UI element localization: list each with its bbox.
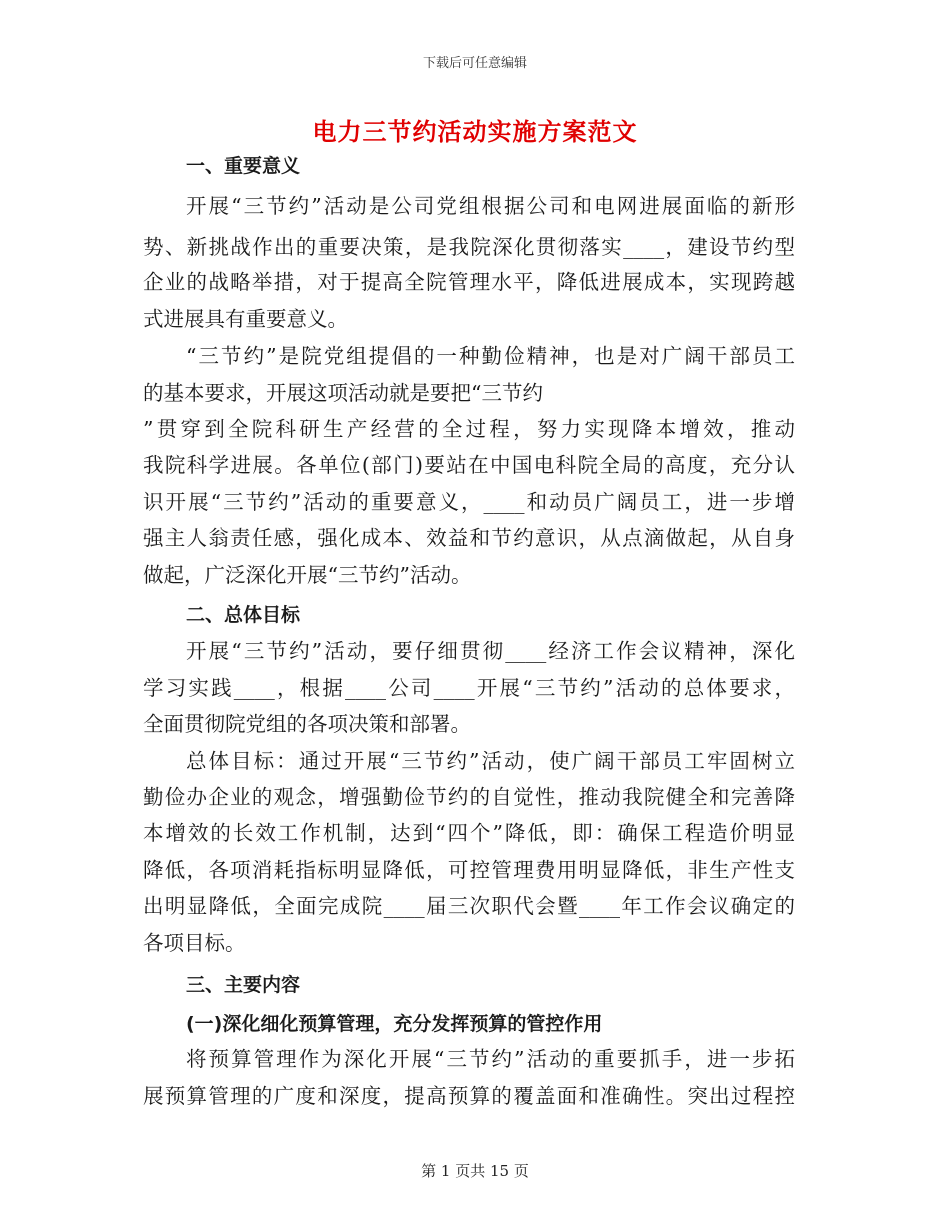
paragraph-line: 勤俭办企业的观念，增强勤俭节约的自觉性，推动我院健全和完善降 xyxy=(143,785,795,809)
paragraph-line: 强主人翁责任感，强化成本、效益和节约意识，从点滴做起，从自身 xyxy=(143,526,795,550)
paragraph-line: 总体目标：通过开展“三节约”活动，使广阔干部员工牢固树立 xyxy=(186,749,795,773)
paragraph-line: 将预算管理作为深化开展“三节约”活动的重要抓手，进一步拓 xyxy=(186,1047,795,1071)
paragraph-line: ”贯穿到全院科研生产经营的全过程，努力实现降本增效，推动 xyxy=(143,417,795,441)
section-heading-1: 一、重要意义 xyxy=(186,155,301,177)
paragraph-line: 势、新挑战作出的重要决策，是我院深化贯彻落实____，建设节约型 xyxy=(143,235,795,259)
paragraph-line: “三节约”是院党组提倡的一种勤俭精神，也是对广阔干部员工 xyxy=(186,344,795,368)
paragraph-line: 的基本要求，开展这项活动就是要把“三节约 xyxy=(143,381,543,405)
section-heading-2: 二、总体目标 xyxy=(186,604,301,626)
section-heading-3: 三、主要内容 xyxy=(186,974,301,996)
subsection-heading-1: (一)深化细化预算管理，充分发挥预算的管控作用 xyxy=(186,1013,603,1035)
page-header: 下载后可任意编辑 xyxy=(422,56,527,71)
paragraph-line: 开展“三节约”活动，要仔细贯彻____经济工作会议精神，深化 xyxy=(186,639,795,663)
document-title: 电力三节约活动实施方案范文 xyxy=(312,118,638,146)
page-footer: 第 1 页共 15 页 xyxy=(421,1162,529,1180)
paragraph-line: 展预算管理的广度和深度，提高预算的覆盖面和准确性。突出过程控 xyxy=(143,1084,795,1108)
paragraph-line: 出明显降低，全面完成院____届三次职代会暨____年工作会议确定的 xyxy=(143,894,795,918)
paragraph-line: 学习实践____，根据____公司____开展“三节约”活动的总体要求， xyxy=(143,676,795,700)
paragraph-line: 全面贯彻院党组的各项决策和部署。 xyxy=(143,712,471,736)
paragraph-line: 开展“三节约”活动是公司党组根据公司和电网进展面临的新形 xyxy=(186,194,795,218)
paragraph-line: 我院科学进展。各单位(部门)要站在中国电科院全局的高度，充分认 xyxy=(143,453,795,477)
paragraph-line: 降低，各项消耗指标明显降低，可控管理费用明显降低，非生产性支 xyxy=(143,858,795,882)
paragraph-line: 各项目标。 xyxy=(143,931,246,955)
paragraph-line: 本增效的长效工作机制，达到“四个”降低，即：确保工程造价明显 xyxy=(143,821,795,845)
paragraph-line: 做起，广泛深化开展“三节约”活动。 xyxy=(143,563,472,587)
paragraph-line: 企业的战略举措，对于提高全院管理水平，降低进展成本，实现跨越 xyxy=(143,270,795,294)
paragraph-line: 式进展具有重要意义。 xyxy=(143,307,348,331)
paragraph-line: 识开展“三节约”活动的重要意义，____和动员广阔员工，进一步增 xyxy=(143,490,795,514)
